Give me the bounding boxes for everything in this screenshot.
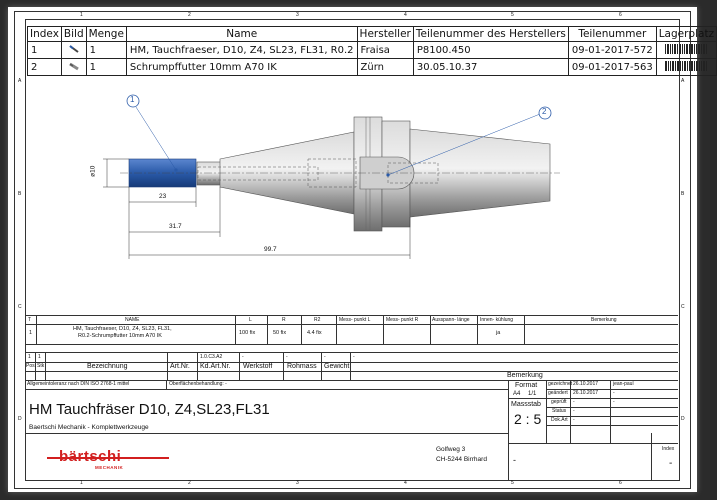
frame-row-a-right: A: [681, 78, 685, 84]
frame-col-5-bottom: 5: [511, 480, 514, 486]
label-gewicht: Gewicht: [324, 363, 350, 370]
frame-row-c: C: [18, 304, 22, 310]
param-header-name: NAME: [125, 317, 140, 323]
param-table: [25, 315, 678, 345]
label-rohmass: Rohmass: [287, 363, 317, 370]
param-cell-l: 100 fix: [239, 330, 256, 336]
company-logo: [47, 449, 169, 471]
bom-header-hersteller: Hersteller: [357, 27, 413, 42]
bom-cell-index: 2: [28, 59, 62, 76]
frame-col-4: 4: [404, 12, 407, 18]
title-block: [25, 352, 678, 480]
dim-diameter: ø10: [89, 165, 97, 177]
meta-label-status: Status: [552, 408, 567, 414]
frame-row-d-right: D: [681, 416, 685, 422]
meta-date-geprueft: -: [573, 399, 575, 405]
tb-col: [166, 380, 167, 389]
label-kd-art-nr: Kd.Art.Nr.: [200, 363, 231, 370]
bom-cell-index: 1: [28, 42, 62, 59]
frame-col-2-bottom: 2: [188, 480, 191, 486]
tb-line: [546, 425, 678, 426]
sheet-value: 1/1: [528, 391, 537, 397]
frame-col-5: 5: [511, 12, 514, 18]
tb-col: [197, 353, 198, 380]
param-header-mess-l: Mess- punkt L: [339, 317, 371, 323]
frame-row-b: B: [18, 191, 22, 197]
logo-subtext: MECHANIK: [95, 465, 124, 470]
balloon-1-label: 1: [130, 95, 135, 104]
drawing-sheet: [8, 7, 715, 492]
frame-col-6: 6: [619, 12, 622, 18]
param-table-divider: [25, 324, 678, 325]
param-header-mess-r: Mess- punkt R: [386, 317, 419, 323]
bom-cell-menge: 1: [86, 42, 126, 59]
frame-col-3-bottom: 3: [296, 480, 299, 486]
param-col-line: [524, 316, 525, 344]
frame-col-1-bottom: 1: [80, 480, 83, 486]
param-col-line: [36, 316, 37, 344]
scale-value: 2 : 5: [514, 411, 542, 427]
address-line-2: CH-5244 Birrhard: [436, 456, 487, 463]
frame-col-4-bottom: 4: [404, 480, 407, 486]
frame-col-6-bottom: 6: [619, 480, 622, 486]
dim-31: 31.7: [169, 223, 182, 230]
param-col-line: [477, 316, 478, 344]
bom-cell-name: Schrumpffutter 10mm A70 IK: [126, 59, 357, 76]
tb-col: [167, 353, 168, 380]
label-stk: Stk: [37, 363, 45, 369]
bom-header-bild: Bild: [61, 27, 86, 42]
frame-row-d: D: [18, 416, 22, 422]
bom-header-menge: Menge: [86, 27, 126, 42]
meta-label-gezeichnet: gezeichnet: [548, 381, 573, 387]
meta-date-dokart: -: [573, 417, 575, 423]
meta-label-geprueft: geprüft: [551, 399, 567, 405]
label-bemerkung: Bemerkung: [507, 372, 543, 379]
param-col-line: [336, 316, 337, 344]
dim-23: 23: [159, 193, 167, 200]
bom-header-lagerplatz: Lagerplatz: [656, 27, 716, 42]
tb-col: [350, 353, 351, 380]
meta-date-geaendert: 26.10.2017: [573, 390, 599, 396]
param-header-bemerkung: Bemerkung: [591, 317, 617, 323]
tb-line: [25, 371, 678, 372]
meta-date-gezeichnet: 26.10.2017: [573, 381, 599, 387]
tb-col: [508, 380, 509, 480]
param-header-l: L: [249, 317, 252, 323]
leader-dot: [174, 168, 177, 171]
bom-cell-teilenummer-hersteller: 30.05.10.37: [413, 59, 568, 76]
tb-line: [25, 389, 508, 390]
bom-cell-hersteller: Fraisa: [357, 42, 413, 59]
pos-row-c1: 1: [28, 354, 31, 360]
tb-col: [321, 353, 322, 380]
param-cell-name-2: R0.2-Schrumpffutter 10mm A70 IK: [78, 333, 162, 339]
bom-cell-teilenummer: 09-01-2017-563: [568, 59, 656, 76]
tb-line: [508, 398, 546, 399]
frame-row-a: A: [18, 78, 22, 84]
meta-name-gezeichnet: jean-paul: [613, 381, 634, 387]
param-col-line: [430, 316, 431, 344]
param-cell-name-1: HM, Tauchfraeser, D10, Z4, SL23, FL31,: [73, 326, 172, 332]
frame-col-1: 1: [80, 12, 83, 18]
label-bezeichnung: Bezeichnung: [87, 363, 128, 370]
index-label: Index: [662, 446, 675, 452]
param-cell-r: 50 fix: [273, 330, 287, 336]
bom-header-teilenummer: Teilenummer: [568, 27, 656, 42]
tb-col: [239, 353, 240, 380]
param-col-line: [301, 316, 302, 344]
bom-cell-hersteller: Zürn: [357, 59, 413, 76]
param-header-ausspann: Ausspann- länge: [432, 317, 470, 323]
format-label: Format: [515, 382, 538, 389]
bom-cell-teilenummer: 09-01-2017-572: [568, 42, 656, 59]
pos-row-d3: -: [324, 354, 326, 360]
pos-row-c2: 1: [38, 354, 41, 360]
meta-name-geaendert: -: [613, 390, 615, 396]
balloon-2-label: 2: [542, 107, 547, 116]
bom-header-name: Name: [126, 27, 357, 42]
frame-row-c-right: C: [681, 304, 685, 310]
field-dash: -: [513, 455, 516, 465]
bom-cell-name: HM, Tauchfraeser, D10, Z4, SL23, FL31, R0.2: [126, 42, 357, 59]
pos-row-d4: -: [353, 354, 355, 360]
bom-cell-teilenummer-hersteller: P8100.450: [413, 42, 568, 59]
bom-cell-menge: 1: [86, 59, 126, 76]
param-cell-r2: 4.4 fix: [307, 330, 322, 336]
label-art-nr: Art.Nr.: [170, 363, 190, 370]
shrink-collet: [197, 162, 221, 185]
param-header-kuehlung: Innen- kühlung: [480, 317, 514, 323]
tb-line: [25, 433, 508, 434]
pos-row-kd: 1.0.C3.A2: [200, 354, 223, 360]
meta-label-geaendert: geändert: [548, 390, 568, 396]
scale-label: Massstab: [511, 401, 541, 408]
tb-col: [651, 433, 652, 480]
meta-label-dokart: Dok.Art: [551, 417, 568, 423]
address-line-1: Golfweg 3: [436, 446, 466, 453]
frame-col-2: 2: [188, 12, 191, 18]
meta-date-status: -: [573, 408, 575, 414]
param-header-r: R: [282, 317, 286, 323]
drawing-title: HM Tauchfräser D10, Z4,SL23,FL31: [29, 401, 270, 418]
pos-row-d1: -: [242, 354, 244, 360]
leader-dot: [386, 173, 389, 176]
index-value: -: [669, 458, 673, 469]
param-header-r2: R2: [314, 317, 321, 323]
frame-row-b-right: B: [681, 191, 685, 197]
meta-name-geprueft: -: [613, 399, 615, 405]
drawing-subtitle: Baertschi Mechanik - Komplettwerkzeuge: [29, 424, 149, 431]
format-value: A4: [513, 391, 521, 397]
param-header-t: T: [28, 317, 32, 323]
tb-line: [508, 443, 678, 444]
bom-header-teilenummer-hersteller: Teilenummer des Herstellers: [413, 27, 568, 42]
pos-row-d2: -: [286, 354, 288, 360]
frame-col-3: 3: [296, 12, 299, 18]
surface-note: Oberflächenbehandlung: -: [169, 381, 227, 387]
tolerance-note: Allgemeintoleranz nach DIN ISO 2768-1 mittel: [27, 381, 130, 387]
param-cell-kuehlung: ja: [496, 330, 501, 336]
param-cell-t: 1: [29, 330, 33, 336]
param-col-line: [267, 316, 268, 344]
tb-col: [45, 353, 46, 380]
label-pos: Pos.: [26, 363, 37, 369]
param-col-line: [235, 316, 236, 344]
param-col-line: [383, 316, 384, 344]
label-werkstoff: Werkstoff: [243, 363, 273, 370]
dim-99: 99.7: [264, 246, 277, 253]
logo-text: bärtschi: [59, 448, 122, 465]
bom-header-index: Index: [28, 27, 62, 42]
tb-col: [283, 353, 284, 380]
